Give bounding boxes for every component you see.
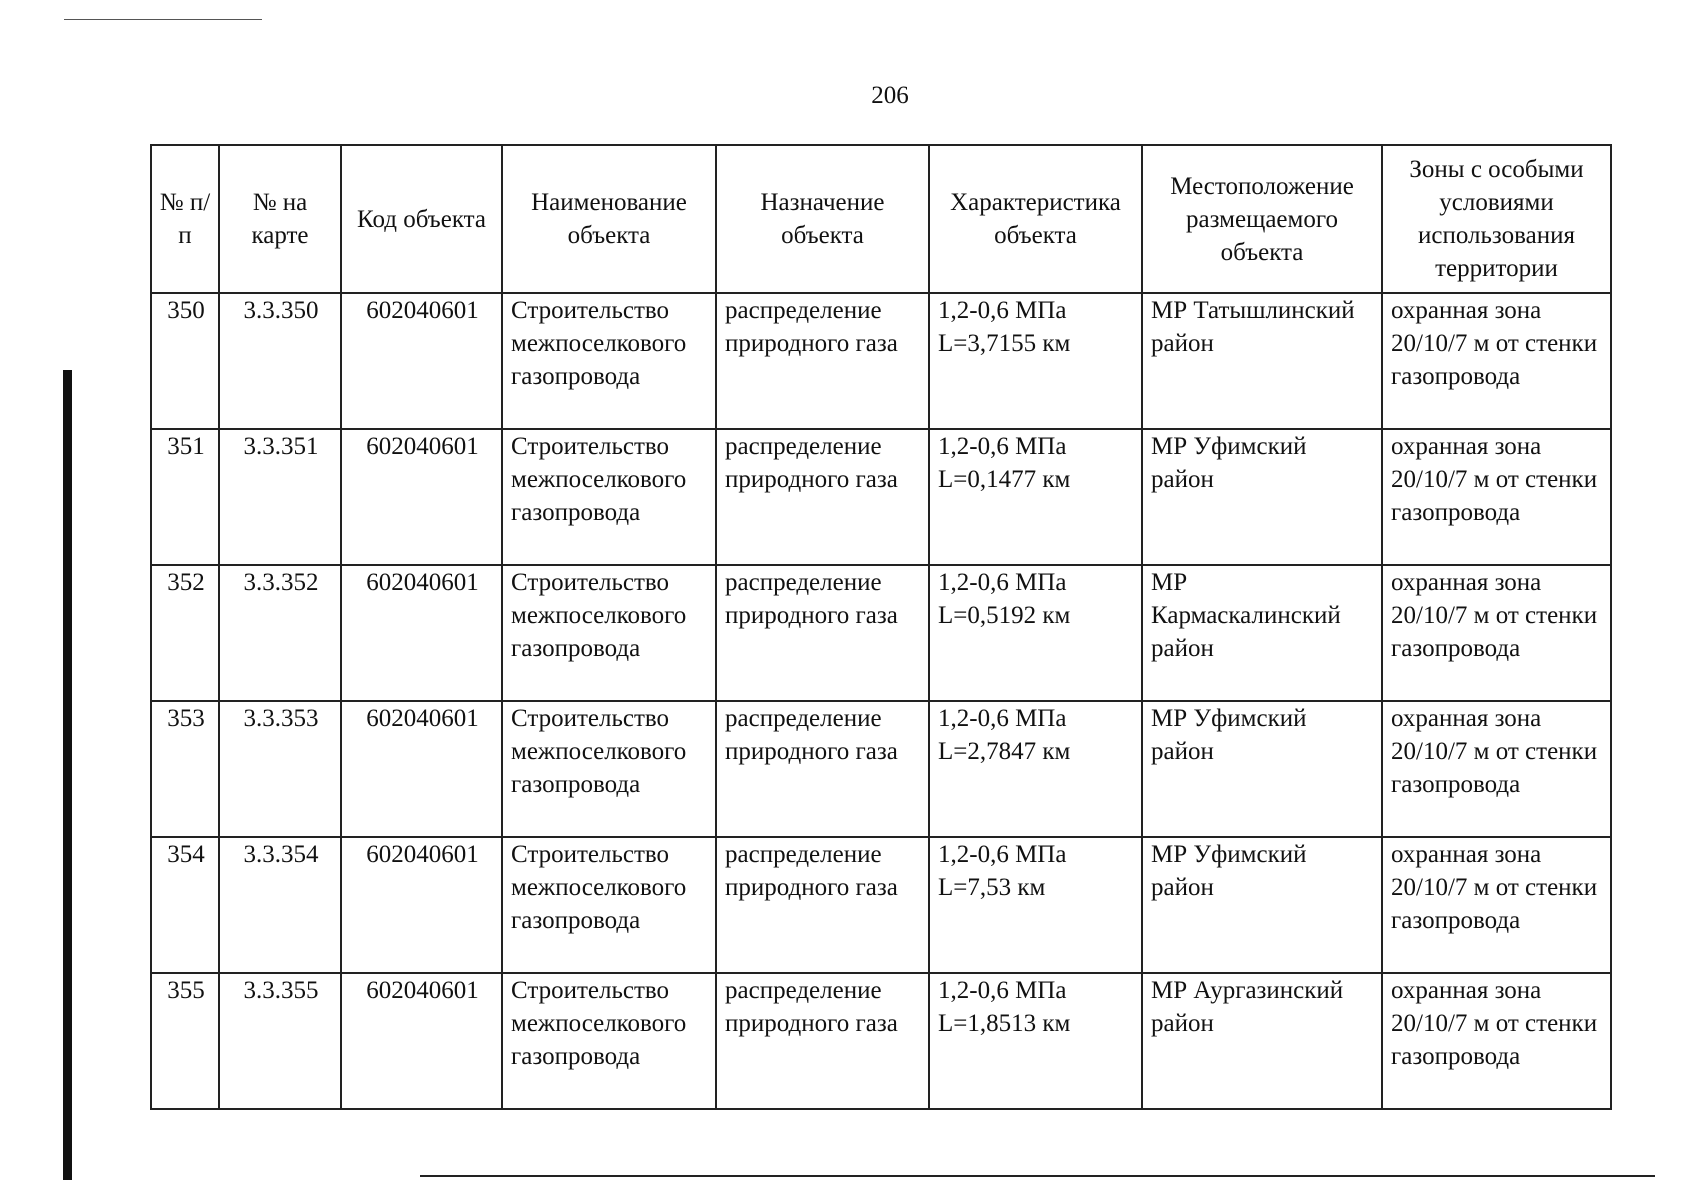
cell-purpose: распределение природного газа	[716, 973, 929, 1109]
cell-code: 602040601	[341, 701, 502, 837]
table-header-row	[151, 145, 1611, 293]
bottom-rule	[420, 1175, 1655, 1177]
header-num: № п/п	[151, 145, 219, 293]
cell-characteristic: 1,2-0,6 МПа L=3,7155 км	[929, 293, 1142, 429]
table-row	[151, 565, 1611, 701]
cell-num: 353	[151, 701, 219, 837]
table-row	[151, 837, 1611, 973]
cell-map-num: 3.3.355	[219, 973, 341, 1109]
cell-num: 354	[151, 837, 219, 973]
cell-name: Строительство межпоселкового газопровода	[502, 973, 716, 1109]
scan-binding-edge	[63, 370, 72, 1180]
cell-purpose: распределение природного газа	[716, 837, 929, 973]
page-number: 206	[871, 82, 909, 109]
cell-zone: охранная зона 20/10/7 м от стенки газопровода	[1382, 701, 1611, 837]
cell-characteristic: 1,2-0,6 МПа L=0,5192 км	[929, 565, 1142, 701]
header-zone: Зоны с особыми условиями использования территории	[1382, 145, 1611, 293]
cell-characteristic: 1,2-0,6 МПа L=2,7847 км	[929, 701, 1142, 837]
header-purpose: Назначение объекта	[716, 145, 929, 293]
cell-purpose: распределение природного газа	[716, 293, 929, 429]
cell-code: 602040601	[341, 429, 502, 565]
cell-zone: охранная зона 20/10/7 м от стенки газопровода	[1382, 293, 1611, 429]
cell-location: МР Уфимский район	[1142, 701, 1382, 837]
cell-map-num: 3.3.353	[219, 701, 341, 837]
cell-purpose: распределение природного газа	[716, 565, 929, 701]
cell-characteristic: 1,2-0,6 МПа L=7,53 км	[929, 837, 1142, 973]
cell-location: МР Татышлинский район	[1142, 293, 1382, 429]
cell-map-num: 3.3.351	[219, 429, 341, 565]
cell-code: 602040601	[341, 973, 502, 1109]
cell-num: 352	[151, 565, 219, 701]
cell-code: 602040601	[341, 565, 502, 701]
objects-table	[150, 144, 1612, 1110]
cell-purpose: распределение природного газа	[716, 429, 929, 565]
header-location: Местоположение размещаемого объекта	[1142, 145, 1382, 293]
cell-purpose: распределение природного газа	[716, 701, 929, 837]
cell-characteristic: 1,2-0,6 МПа L=1,8513 км	[929, 973, 1142, 1109]
cell-map-num: 3.3.350	[219, 293, 341, 429]
cell-code: 602040601	[341, 293, 502, 429]
cell-zone: охранная зона 20/10/7 м от стенки газопровода	[1382, 973, 1611, 1109]
cell-characteristic: 1,2-0,6 МПа L=0,1477 км	[929, 429, 1142, 565]
cell-name: Строительство межпоселкового газопровода	[502, 293, 716, 429]
cell-map-num: 3.3.354	[219, 837, 341, 973]
cell-zone: охранная зона 20/10/7 м от стенки газопровода	[1382, 429, 1611, 565]
table-row	[151, 701, 1611, 837]
header-map-num: № на карте	[219, 145, 341, 293]
cell-num: 355	[151, 973, 219, 1109]
cell-name: Строительство межпоселкового газопровода	[502, 429, 716, 565]
table-row	[151, 293, 1611, 429]
header-characteristic: Характеристика объекта	[929, 145, 1142, 293]
cell-location: МР Аургазинский район	[1142, 973, 1382, 1109]
header-name: Наименование объекта	[502, 145, 716, 293]
cell-map-num: 3.3.352	[219, 565, 341, 701]
table-row	[151, 973, 1611, 1109]
cell-name: Строительство межпоселкового газопровода	[502, 565, 716, 701]
cell-num: 351	[151, 429, 219, 565]
cell-location: МР Уфимский район	[1142, 429, 1382, 565]
cell-name: Строительство межпоселкового газопровода	[502, 837, 716, 973]
table-row	[151, 429, 1611, 565]
cell-location: МР Кармаскалинский район	[1142, 565, 1382, 701]
cell-zone: охранная зона 20/10/7 м от стенки газопровода	[1382, 837, 1611, 973]
header-code: Код объекта	[341, 145, 502, 293]
cell-code: 602040601	[341, 837, 502, 973]
top-rule	[64, 19, 262, 20]
cell-zone: охранная зона 20/10/7 м от стенки газопровода	[1382, 565, 1611, 701]
cell-num: 350	[151, 293, 219, 429]
cell-name: Строительство межпоселкового газопровода	[502, 701, 716, 837]
cell-location: МР Уфимский район	[1142, 837, 1382, 973]
